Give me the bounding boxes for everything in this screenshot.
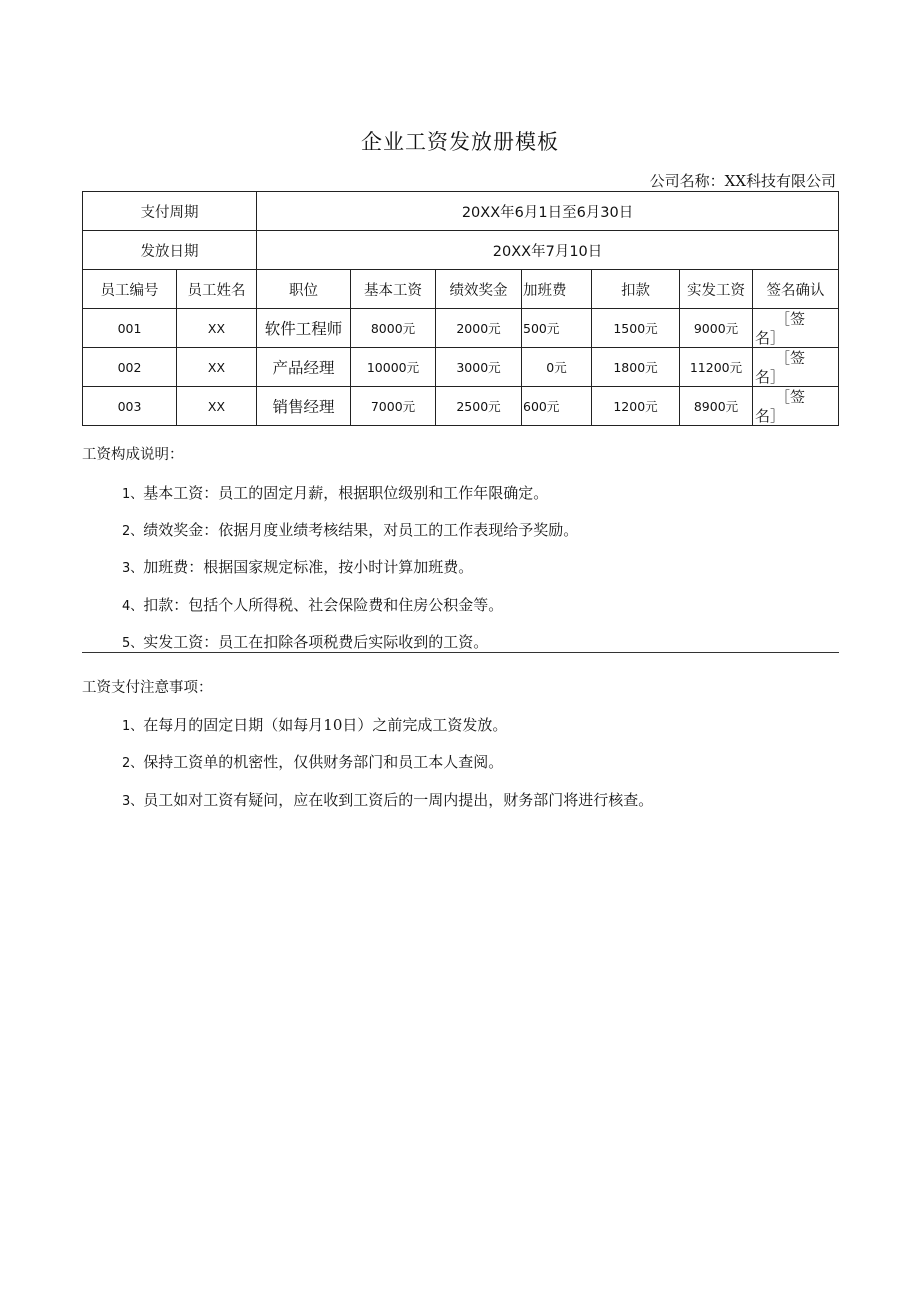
cell-overtime: 600元 [522, 387, 592, 426]
table-row [83, 348, 839, 387]
table-header-row [83, 270, 839, 309]
composition-item-text: 绩效奖金：依据月度业绩考核结果，对员工的工作表现给予奖励。 [143, 521, 579, 539]
notes-item-number: 3、 [122, 794, 144, 809]
signature-line-1: ［签 [775, 388, 806, 406]
cell-employee-id: 001 [83, 309, 177, 348]
notes-item [122, 751, 503, 772]
cell-employee-name: XX [177, 309, 257, 348]
section-divider [82, 652, 839, 653]
cell-overtime: 0元 [522, 348, 592, 387]
composition-item-number: 1、 [122, 487, 144, 502]
pay-period-value: 20XX年6月1日至6月30日 [257, 192, 839, 231]
notes-item [122, 714, 507, 735]
cell-signature[interactable] [753, 348, 839, 387]
notes-item-text: 保持工资单的机密性，仅供财务部门和员工本人查阅。 [143, 753, 504, 771]
cell-bonus: 2500元 [436, 387, 522, 426]
composition-item-text: 基本工资：员工的固定月薪，根据职位级别和工作年限确定。 [143, 484, 549, 502]
cell-position: 销售经理 [257, 387, 351, 426]
signature-line-1: ［签 [775, 349, 806, 367]
signature-line-1: ［签 [775, 310, 806, 328]
header-base-salary: 基本工资 [351, 270, 436, 309]
signature-line-2: 名］ [755, 329, 786, 347]
signature-line-2: 名］ [755, 368, 786, 386]
cell-net-pay: 8900元 [680, 387, 753, 426]
composition-item-number: 5、 [122, 636, 144, 651]
composition-item [122, 482, 548, 503]
cell-bonus: 2000元 [436, 309, 522, 348]
cell-bonus: 3000元 [436, 348, 522, 387]
composition-item [122, 519, 578, 540]
cell-signature[interactable] [753, 387, 839, 426]
notes-item-text: 在每月的固定日期（如每月10日）之前完成工资发放。 [143, 716, 508, 734]
cell-position: 产品经理 [257, 348, 351, 387]
pay-date-value: 20XX年7月10日 [257, 231, 839, 270]
composition-item-text: 扣款：包括个人所得税、社会保险费和住房公积金等。 [143, 596, 504, 614]
cell-base-salary: 8000元 [351, 309, 436, 348]
cell-employee-name: XX [177, 348, 257, 387]
table-row [83, 309, 839, 348]
pay-period-label: 支付周期 [83, 192, 257, 231]
cell-signature[interactable] [753, 309, 839, 348]
composition-item-text: 实发工资：员工在扣除各项税费后实际收到的工资。 [143, 633, 489, 651]
cell-deduction: 1200元 [592, 387, 680, 426]
composition-item [122, 631, 488, 652]
notes-item-number: 1、 [122, 719, 144, 734]
notes-heading: 工资支付注意事项： [82, 680, 213, 696]
cell-deduction: 1800元 [592, 348, 680, 387]
composition-item-number: 2、 [122, 524, 144, 539]
pay-period-row [83, 192, 839, 231]
composition-heading: 工资构成说明： [82, 447, 184, 463]
header-deduction: 扣款 [592, 270, 680, 309]
cell-employee-id: 002 [83, 348, 177, 387]
composition-item [122, 594, 503, 615]
cell-deduction: 1500元 [592, 309, 680, 348]
notes-item-number: 2、 [122, 756, 144, 771]
composition-item [122, 556, 473, 577]
pay-date-row [83, 231, 839, 270]
cell-base-salary: 7000元 [351, 387, 436, 426]
notes-item-text: 员工如对工资有疑问，应在收到工资后的一周内提出，财务部门将进行核查。 [143, 791, 654, 809]
cell-net-pay: 9000元 [680, 309, 753, 348]
header-bonus: 绩效奖金 [436, 270, 522, 309]
cell-net-pay: 11200元 [680, 348, 753, 387]
header-signature: 签名确认 [753, 270, 839, 309]
company-name: 公司名称：XX科技有限公司 [649, 172, 836, 190]
header-position: 职位 [257, 270, 351, 309]
composition-item-number: 3、 [122, 561, 144, 576]
page-title: 企业工资发放册模板 [361, 130, 559, 154]
header-employee-id: 员工编号 [83, 270, 177, 309]
payroll-table [82, 191, 839, 426]
header-overtime: 加班费 [522, 270, 592, 309]
header-employee-name: 员工姓名 [177, 270, 257, 309]
pay-date-label: 发放日期 [83, 231, 257, 270]
cell-employee-name: XX [177, 387, 257, 426]
composition-item-text: 加班费：根据国家规定标准，按小时计算加班费。 [143, 558, 474, 576]
cell-position: 软件工程师 [257, 309, 351, 348]
composition-item-number: 4、 [122, 599, 144, 614]
signature-line-2: 名］ [755, 407, 786, 425]
cell-employee-id: 003 [83, 387, 177, 426]
cell-base-salary: 10000元 [351, 348, 436, 387]
notes-item [122, 789, 653, 810]
header-net-pay: 实发工资 [680, 270, 753, 309]
table-row [83, 387, 839, 426]
cell-overtime: 500元 [522, 309, 592, 348]
